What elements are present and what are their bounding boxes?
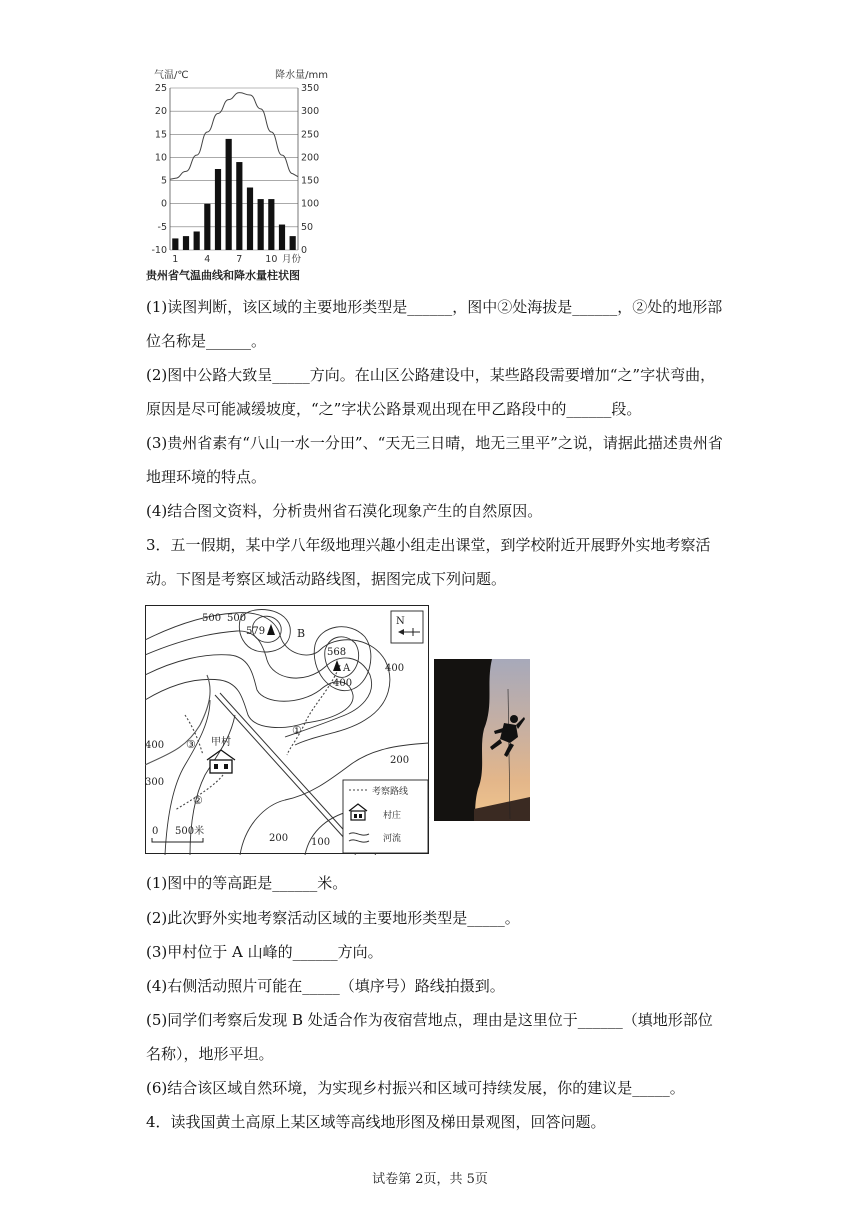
scale-zero: 0	[152, 826, 159, 837]
precipitation-bar	[290, 236, 296, 250]
left-tick-label: -10	[151, 245, 167, 256]
legend-route-label: 考察路线	[372, 787, 409, 797]
precipitation-bar	[236, 162, 242, 250]
contour-label: 100	[311, 837, 331, 848]
contour-label: 500	[202, 613, 222, 624]
contour-map-svg	[145, 605, 430, 855]
precipitation-bar	[226, 139, 232, 250]
precipitation-bars	[172, 139, 296, 250]
q2-line-2: 位名称是______。	[146, 332, 267, 350]
left-tick-label: 0	[160, 198, 167, 210]
rock-climbing-photo-svg	[434, 659, 530, 821]
precipitation-bar	[172, 238, 178, 250]
route-2-label: ②	[193, 794, 203, 807]
precipitation-bar	[247, 188, 253, 250]
q3-line-3: (3)甲村位于 A 山峰的______方向。	[146, 943, 383, 961]
q4-intro-line: 4．读我国黄土高原上某区域等高线地形图及梯田景观图，回答问题。	[146, 1113, 606, 1131]
right-tick-label: 250	[301, 129, 320, 141]
village-label: 甲村	[211, 737, 231, 748]
q3-line-5: (5)同学们考察后发现 B 处适合作为夜宿营地点，理由是这里位于______（填地形部位	[146, 1011, 713, 1029]
precipitation-bar	[258, 199, 264, 250]
q2-line-7: (4)结合图文资料，分析贵州省石漠化现象产生的自然原因。	[146, 502, 543, 520]
precipitation-bar	[215, 169, 221, 250]
right-tick-label: 50	[301, 221, 314, 233]
q3-line-4: (4)右侧活动照片可能在_____（填序号）路线拍摄到。	[146, 977, 505, 995]
climate-chart	[146, 66, 336, 286]
left-tick-label: 5	[160, 175, 167, 187]
q3-line-2: (2)此次野外实地考察活动区域的主要地形类型是_____。	[146, 909, 520, 927]
peak-elevation: 579	[246, 626, 266, 637]
left-tick-label: 20	[154, 106, 167, 118]
precipitation-bar	[268, 199, 274, 250]
precipitation-bar	[194, 231, 200, 250]
contour-label: 400	[385, 663, 405, 674]
right-tick-label: 200	[301, 152, 320, 164]
q2-line-1: (1)读图判断，该区域的主要地形类型是______，图中②处海拔是______，②处的地形部	[146, 298, 723, 316]
left-tick-label: 10	[154, 152, 167, 164]
x-tick-labels	[172, 254, 277, 265]
page-footer: 试卷第 2页，共 5页	[372, 1172, 488, 1187]
contour-label: 400	[333, 678, 353, 689]
rock-climbing-photo	[434, 659, 530, 821]
peak-elevation: 568	[327, 647, 347, 658]
left-tick-label: 15	[154, 129, 167, 141]
precipitation-bar	[279, 225, 285, 250]
right-tick-labels	[301, 83, 319, 256]
scale-length: 500米	[175, 826, 205, 837]
q3-line-7: (6)结合该区域自然环境，为实现乡村振兴和区域可持续发展，你的建议是_____。	[146, 1079, 685, 1097]
precipitation-bar	[183, 236, 189, 250]
x-tick-label: 7	[236, 254, 243, 265]
route-1-label: ①	[292, 724, 302, 737]
left-tick-label: -5	[157, 221, 167, 233]
north-label: N	[396, 616, 405, 627]
right-tick-label: 100	[301, 198, 320, 210]
contour-label: 200	[390, 755, 410, 766]
contour-label: 400	[145, 740, 165, 751]
right-tick-label: 150	[301, 175, 320, 187]
route-3-label: ③	[186, 738, 196, 751]
contour-label: 200	[269, 833, 289, 844]
x-tick-label: 4	[204, 254, 211, 265]
q3-intro-line-1: 3．五一假期，某中学八年级地理兴趣小组走出课堂，到学校附近开展野外实地考察活	[146, 536, 711, 554]
point-b-label: B	[297, 627, 306, 640]
q2-line-3: (2)图中公路大致呈_____方向。在山区公路建设中，某些路段需要增加“之”字状弯曲，	[146, 366, 716, 384]
precipitation-bar	[204, 204, 210, 250]
temperature-curve	[170, 93, 298, 180]
peak-label: A	[343, 663, 351, 674]
legend-river-label: 河流	[383, 834, 402, 844]
contour-label: 300	[145, 777, 165, 788]
q2-line-6: 地理环境的特点。	[146, 468, 267, 486]
x-tick-label: 1	[172, 254, 179, 265]
x-unit-label: 月份	[282, 254, 302, 265]
right-tick-label: 350	[301, 83, 320, 94]
legend-village-label: 村庄	[383, 811, 402, 821]
q2-line-5: (3)贵州省素有“八山一水一分田”、“天无三日晴，地无三里平”之说，请据此描述贵州省	[146, 434, 723, 452]
q2-line-4: 原因是尽可能减缓坡度，“之”字状公路景观出现在甲乙路段中的______段。	[146, 400, 642, 418]
left-tick-label: 25	[154, 83, 167, 94]
q3-line-6: 名称），地形平坦。	[146, 1045, 274, 1063]
right-axis-label: 降水量/mm	[275, 70, 328, 81]
climate-chart-svg	[146, 66, 336, 286]
left-axis-label: 气温/℃	[154, 70, 189, 81]
contour-label: 500	[227, 613, 247, 624]
q3-intro-line-2: 动。下图是考察区域活动路线图，据图完成下列问题。	[146, 570, 507, 588]
left-tick-labels	[151, 83, 167, 256]
q3-line-1: (1)图中的等高距是______米。	[146, 874, 348, 892]
contour-map	[145, 605, 430, 855]
chart-caption: 贵州省气温曲线和降水量柱状图	[146, 269, 300, 282]
right-tick-label: 0	[301, 245, 308, 256]
right-tick-label: 300	[301, 106, 320, 118]
x-tick-label: 10	[265, 254, 278, 265]
